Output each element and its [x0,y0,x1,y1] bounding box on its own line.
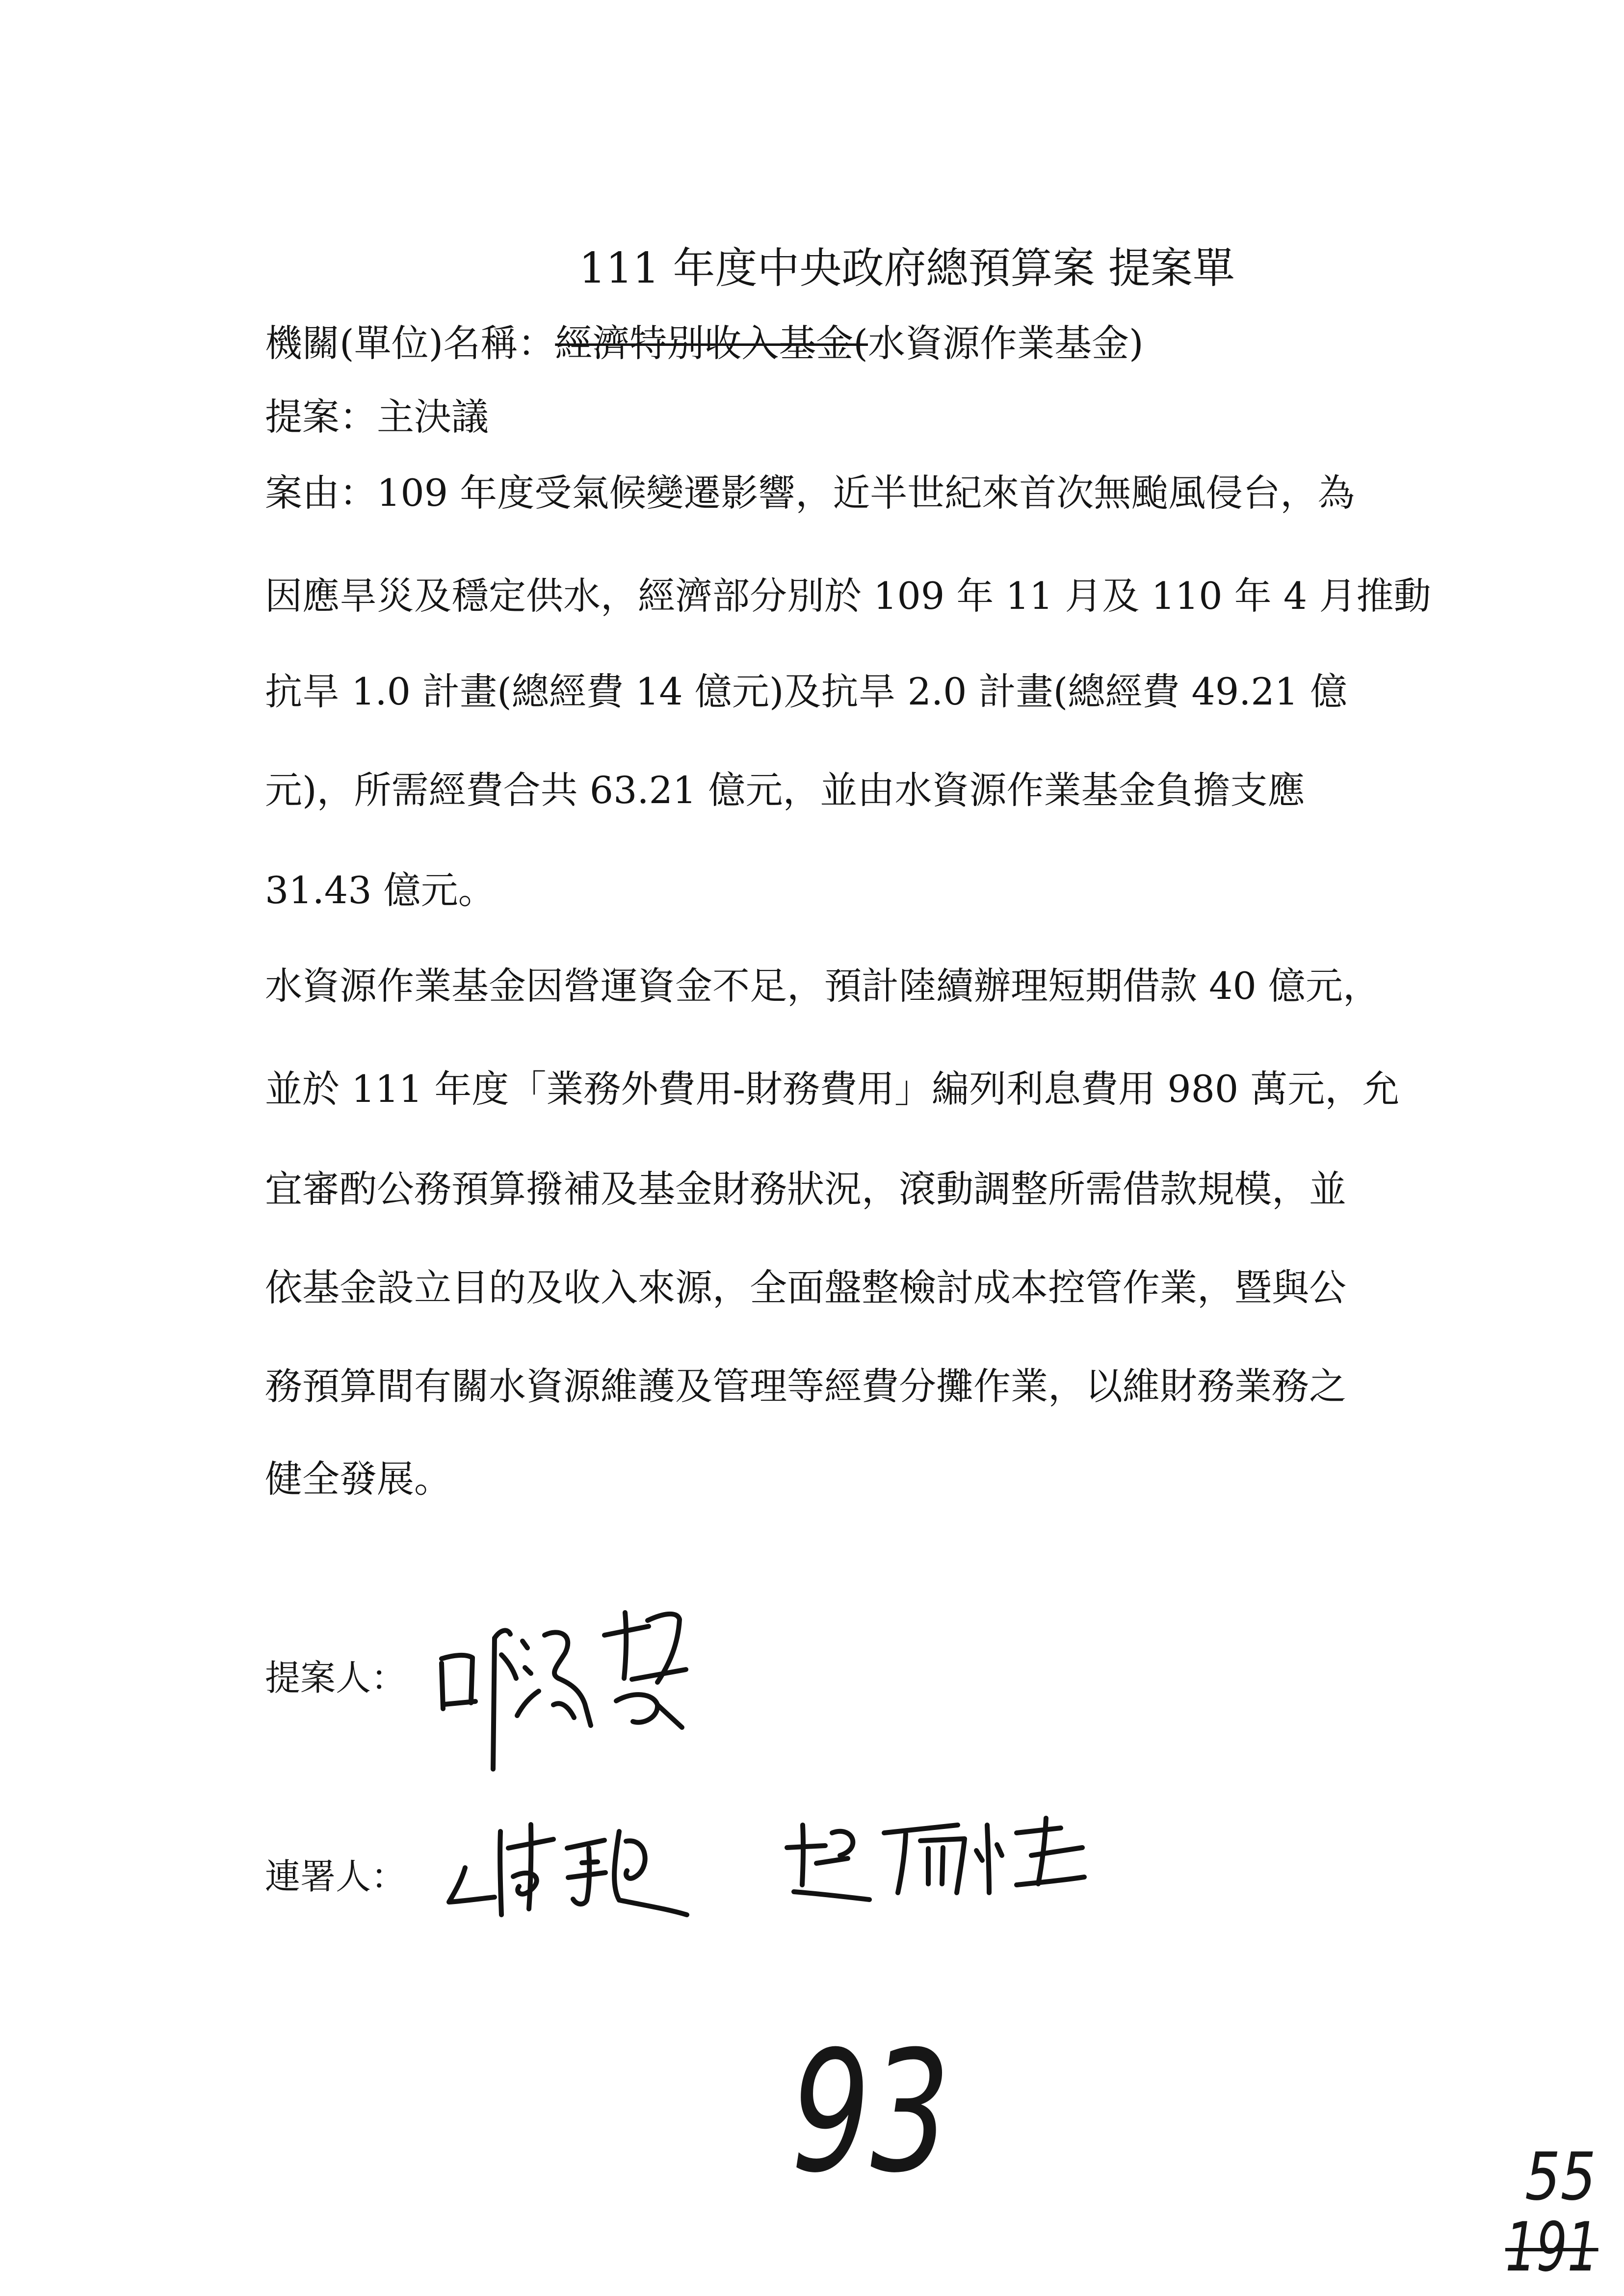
body-line: 水資源作業基金因營運資金不足，預計陸續辦理短期借款 40 億元， [265,964,1381,1008]
body-line: 並於 111 年度「業務外費用-財務費用」編列利息費用 980 萬元，允 [265,1067,1400,1111]
body-line: 務預算間有關水資源維護及管理等經費分攤作業，以維財務業務之 [265,1364,1346,1408]
body-line: 依基金設立目的及收入來源，全面盤整檢討成本控管作業，暨與公 [265,1266,1346,1309]
agency-name: 水資源作業基金) [867,321,1144,365]
body-line: 元)，所需經費合共 63.21 億元，並由水資源作業基金負擔支應 [265,768,1305,812]
handwritten-page-number: 93 [791,2015,950,2210]
body-line: 因應旱災及穩定供水，經濟部分別於 109 年 11 月及 110 年 4 月推動 [265,574,1431,618]
document-title: 111 年度中央政府總預算案 提案單 [579,244,1235,293]
cosigner-signature-1 [442,1818,697,1921]
body-line: 抗旱 1.0 計畫(總經費 14 億元)及抗旱 2.0 計畫(總經費 49.21 億 [265,670,1348,713]
body-line: 健全發展。 [265,1457,451,1501]
body-line: 案由：109 年度受氣候變遷影響，近半世紀來首次無颱風侵台，為 [265,471,1355,515]
agency-label: 機關(單位)名稱： [265,321,555,365]
body-line: 宜審酌公務預算撥補及基金財務狀況，滾動調整所需借款規模，並 [265,1167,1346,1211]
body-line: 31.43 億元。 [265,868,496,912]
margin-note-current: 55 [1525,2139,1596,2215]
proposer-signature [427,1600,702,1776]
cosigner-signature-2 [780,1810,1094,1908]
cosigner-label: 連署人： [265,1856,407,1897]
agency-line [265,321,1144,366]
proposal-type: 提案：主決議 [265,395,489,439]
agency-struck-name: 經濟特別收入基金( [555,321,868,365]
margin-note-struck: 191 [1505,2208,1598,2287]
proposer-label: 提案人： [265,1657,407,1698]
